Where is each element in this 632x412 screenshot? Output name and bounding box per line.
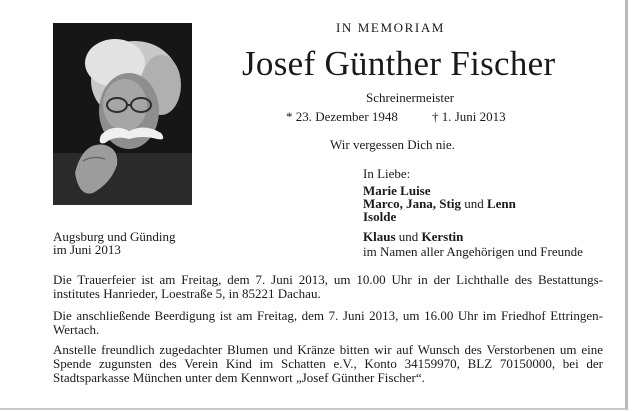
mourner-name: Lenn [486, 196, 516, 211]
mourners-heading: In Liebe: [363, 166, 411, 181]
mourner-name: Marco, Jana, Stig [363, 196, 461, 211]
conjunction: und [460, 196, 487, 211]
mourner-name: Klaus [363, 229, 396, 244]
conjunction: und [395, 229, 422, 244]
memoriam-header: IN MEMORIAM [336, 20, 445, 35]
portrait-photo [53, 23, 192, 205]
mourner-name: Kerstin [421, 229, 464, 244]
profession: Schreinermeister [366, 90, 455, 105]
mourner-name: Isolde [363, 209, 397, 224]
donation-notice: Anstelle freundlich zugedachter Blumen und Kränze bitten wir auf Wunsch des Verstorbenen um eine Spende zugunsten des Verein Kind im Schatten e.V., Konto 34159970, BLZ 70150000, bei der Stadtsparkasse München unter dem Kennwort „Josef Günther Fischer“. [53, 342, 603, 385]
mourner-row [363, 230, 463, 243]
death-date: † 1. Juni 2013 [432, 109, 506, 124]
mourner-name: Marie Luise [363, 183, 431, 198]
birth-date: * 23. Dezember 1948 [286, 109, 398, 124]
place-date [53, 230, 176, 256]
deceased-name: Josef Günther Fischer [242, 44, 556, 83]
burial-notice: Die anschließende Beerdigung ist am Freitag, dem 7. Juni 2013, um 16.00 Uhr im Friedhof Ettringen-Wertach. [53, 308, 603, 337]
place-line: Augsburg und Günding [53, 229, 176, 244]
mourners-closing: im Namen aller Angehörigen und Freunde [363, 244, 583, 259]
mourner-row [363, 245, 583, 258]
motto: Wir vergessen Dich nie. [330, 137, 455, 152]
mourner-row [363, 210, 396, 223]
date-line: im Juni 2013 [53, 242, 121, 257]
funeral-notice: Die Trauerfeier ist am Freitag, dem 7. Juni 2013, um 10.00 Uhr in der Lichthalle des Bestattungsinstitutes Hanrieder, Loestraße 5, in 85221 Dachau. [53, 272, 603, 301]
